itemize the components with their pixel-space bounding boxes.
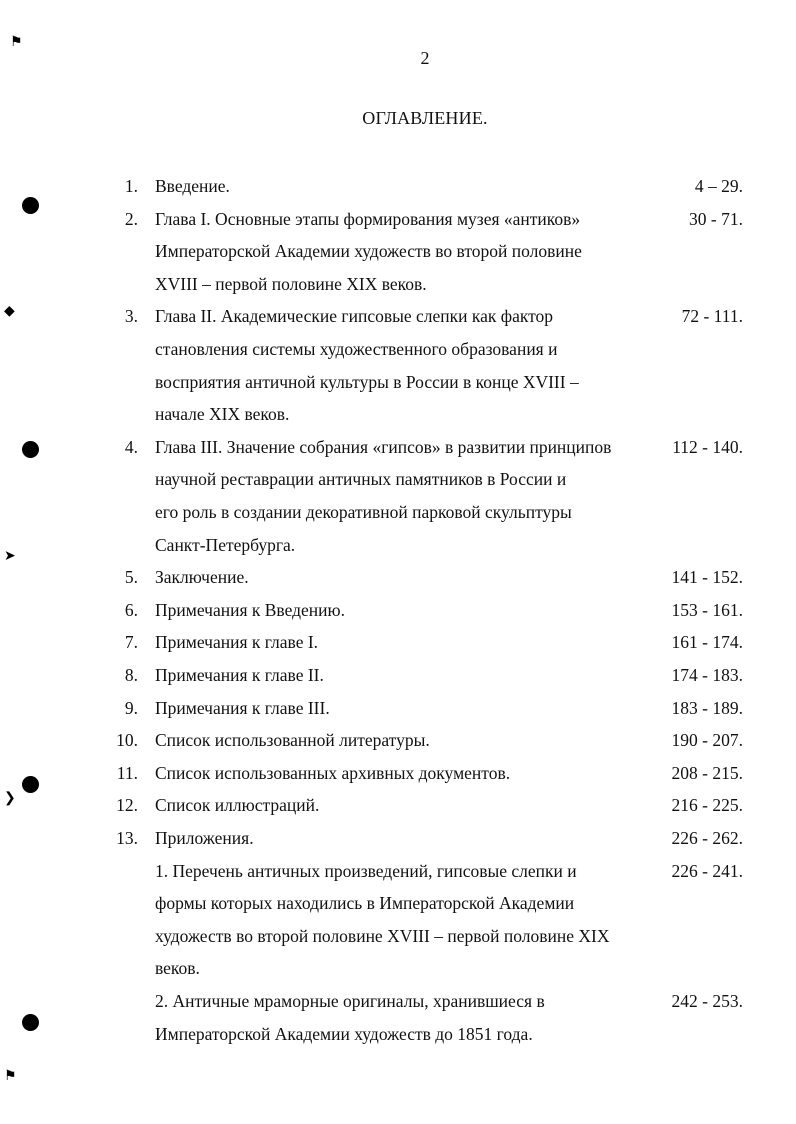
scan-mark: ⚑ [4, 1069, 17, 1084]
toc-entry [0, 757, 796, 790]
toc-entry-title [155, 203, 655, 301]
toc-entry-number: 12. [116, 795, 138, 816]
toc-entry-pages: 208 - 215. [671, 762, 743, 783]
toc-entry-line: Санкт-Петербурга. [155, 534, 296, 555]
toc-entry-line: Императорской Академии художеств до 1851 года. [155, 1023, 533, 1044]
toc-entry-number: 1. [124, 176, 138, 196]
toc-entry [0, 985, 796, 1050]
toc-entry-pages: 4 – 29. [694, 176, 743, 196]
toc-entry-title [155, 561, 655, 594]
toc-entry-pages: 216 - 225. [671, 795, 743, 816]
toc-entry-title [155, 170, 655, 203]
toc-entry-line: начале XIX веков. [155, 404, 290, 425]
binder-hole [22, 1014, 39, 1031]
toc-entry-pages: 153 - 161. [671, 599, 743, 620]
toc-entry-title [155, 692, 655, 725]
page-number: 2 [420, 48, 430, 68]
toc-entry-pages: 183 - 189. [671, 697, 743, 718]
toc-entry-line: становления системы художественного образования и [155, 338, 558, 359]
toc-entry-title [155, 626, 655, 659]
toc-entry [0, 203, 796, 301]
page-title: ОГЛАВЛЕНИЕ. [362, 108, 488, 128]
toc-entry-pages: 141 - 152. [671, 567, 743, 588]
toc-entry-pages: 226 - 262. [671, 827, 743, 848]
toc-entry-number: 2. [124, 208, 138, 229]
toc-entry-line: Глава I. Основные этапы формирования музея «антиков» [155, 208, 581, 229]
toc-entry [0, 300, 796, 430]
scan-mark: ❯ [4, 791, 16, 806]
toc-entry-line: Примечания к главе I. [155, 632, 319, 653]
toc-entry-line: Приложения. [155, 827, 254, 848]
toc-entry-pages: 242 - 253. [671, 990, 743, 1011]
toc-entry-number [108, 985, 138, 1018]
toc-entry-line: Глава III. Значение собрания «гипсов» в развитии принципов [155, 436, 612, 457]
toc-entry-line: научной реставрации античных памятников в России и [155, 469, 567, 490]
toc-entry-title [155, 724, 655, 757]
toc-entry-line: Введение. [155, 176, 230, 196]
toc-entry-title [155, 431, 655, 561]
toc-entry [0, 692, 796, 725]
toc-entry-line: его роль в создании декоративной парковой скульптуры [155, 501, 572, 522]
toc-entry-line: Императорской Академии художеств во второй половине [155, 241, 582, 262]
scan-mark: ➤ [4, 549, 16, 564]
toc-entry-line: восприятия античной культуры в России в конце XVIII – [155, 371, 579, 392]
toc-entry-line: 2. Античные мраморные оригиналы, хранившиеся в [155, 990, 545, 1011]
toc-entry-pages: 112 - 140. [672, 436, 743, 457]
toc-entry [0, 431, 796, 561]
toc-entry [0, 170, 796, 203]
toc-entry-number: 9. [124, 697, 138, 718]
toc-entry-line: веков. [155, 958, 200, 979]
toc-entry-number: 13. [116, 827, 138, 848]
toc-entry-line: 1. Перечень античных произведений, гипсовые слепки и [155, 860, 577, 881]
toc-entry-pages: 226 - 241. [671, 860, 743, 881]
toc-entry-title [155, 594, 655, 627]
toc-entry-title [155, 985, 655, 1050]
toc-entry-pages: 190 - 207. [671, 730, 743, 751]
toc-entry-line: Заключение. [155, 567, 249, 588]
binder-hole [22, 441, 39, 458]
toc-entry-number: 10. [116, 730, 138, 751]
toc-entry-line: Список использованной литературы. [155, 730, 430, 751]
toc-entry-line: Примечания к главе II. [155, 664, 324, 685]
toc-entry [0, 724, 796, 757]
toc-entry-line: Список иллюстраций. [155, 795, 320, 816]
toc-entry [0, 659, 796, 692]
toc-entry-number: 6. [124, 599, 138, 620]
toc-entry [0, 855, 796, 985]
toc-entry-number: 11. [116, 762, 138, 783]
toc-entry-line: формы которых находились в Императорской Академии [155, 893, 575, 914]
toc-entry [0, 789, 796, 822]
toc-entry-title [155, 659, 655, 692]
toc-entry-title [155, 789, 655, 822]
toc-entry-number: 4. [124, 436, 138, 457]
toc-entry-line: Глава II. Академические гипсовые слепки как фактор [155, 306, 554, 327]
toc-entry [0, 626, 796, 659]
toc-entry-title [155, 757, 655, 790]
toc-entry-number: 3. [124, 306, 138, 327]
table-of-contents [0, 170, 796, 1050]
toc-entry-number: 7. [124, 632, 138, 653]
toc-entry-number: 5. [124, 567, 138, 588]
scan-mark: ⚑ [10, 35, 23, 50]
toc-entry-title [155, 300, 655, 430]
binder-hole [22, 776, 39, 793]
toc-entry-number: 8. [124, 664, 138, 685]
toc-entry-line: Список использованных архивных документов. [155, 762, 511, 783]
scan-mark: ◆ [4, 304, 15, 319]
toc-entry-line: Примечания к главе III. [155, 697, 330, 718]
toc-entry-title [155, 855, 655, 985]
toc-entry-line: Примечания к Введению. [155, 599, 345, 620]
toc-entry-pages: 174 - 183. [671, 664, 743, 685]
toc-entry-pages: 30 - 71. [689, 208, 743, 229]
toc-entry-line: художеств во второй половине XVIII – первой половине XIX [155, 925, 610, 946]
toc-entry [0, 561, 796, 594]
toc-entry-line: XVIII – первой половине XIX веков. [155, 273, 427, 294]
toc-entry [0, 822, 796, 855]
toc-entry-number [108, 855, 138, 888]
binder-hole [22, 197, 39, 214]
toc-entry-title [155, 822, 655, 855]
toc-entry-pages: 161 - 174. [671, 632, 743, 653]
toc-entry [0, 594, 796, 627]
toc-entry-pages: 72 - 111. [681, 306, 743, 327]
